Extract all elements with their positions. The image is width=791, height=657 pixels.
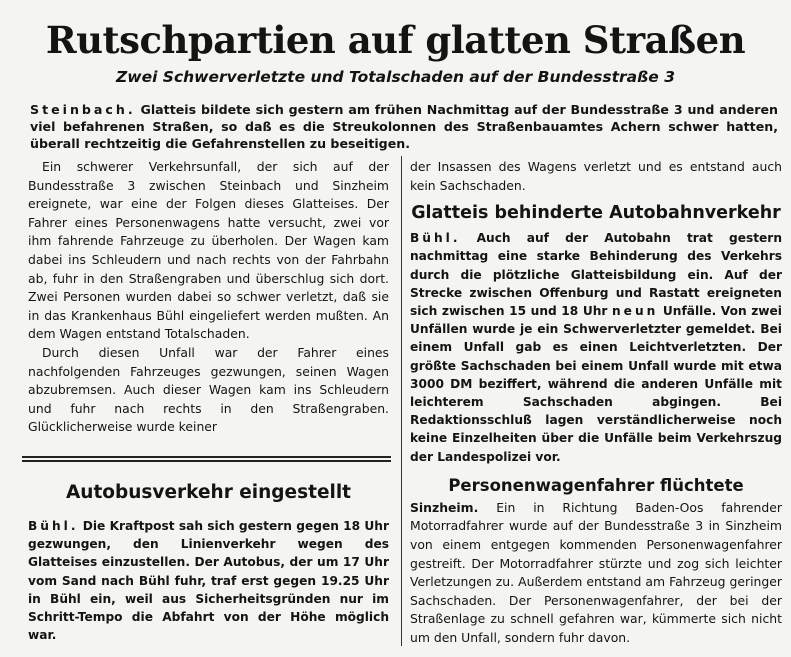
article-flucht-title: Personenwagenfahrer flüchtete — [448, 475, 744, 495]
left-paragraph-2: Durch diesen Unfall war der Fahrer eines nachfolgenden Fahrzeuges gezwungen, seinen Wagen abzubremsen. Auch dieser Wagen kam ins Schleudern und fuhr nach rechts in den Straßengraben. Glücklicherweise wurde keiner — [28, 344, 389, 435]
lead-text: Glatteis bildete sich gestern am frühen Nachmittag auf der Bundesstraße 3 und anderen viel befahrenen Straßen, so daß es die Streukolonnen des Straßenbauamtes Achern schwer hatten, überall rechtzeitig die Gefahrenstellen zu beseitigen. — [30, 102, 778, 151]
article-autobahn-title: Glatteis behinderte Autobahnverkehr — [411, 203, 781, 224]
headline: Rutschpartien auf glatten Straßen — [45, 18, 746, 62]
article-autobahn-text-2: Unfälle. Von zwei Unfällen wurde je ein Schwerverletzter gemeldet. Bei einem Unfall gab es einen Leichtverletzten. Der größte Sachschaden bei einem Unfall wurde mit etwa 3000 DM beziffert, während die anderen Unfälle mit leichterem Sachschaden abgingen. Bei Redaktionsschluß lagen verständlicherweise noch keine Einzelheiten über die Unfälle beim Verkehrszug der Landespolizei vor. — [410, 304, 782, 464]
lead-paragraph — [30, 101, 778, 152]
article-autobus — [28, 482, 389, 644]
right-column — [410, 158, 782, 648]
article-autobus-title: Autobusverkehr eingestellt — [65, 482, 352, 503]
subheadline: Zwei Schwerverletzte und Totalschaden auf der Bundesstraße 3 — [116, 68, 675, 86]
article-flucht-body — [410, 499, 782, 648]
lead-place: Steinbach. — [30, 102, 136, 117]
article-flucht-text: Ein in Richtung Baden-Oos fahrender Motorradfahrer wurde auf der Bundesstraße 3 in Sinzheim von einem entgegen kommenden Personenwagenfahrer gestreift. Der Motorradfahrer stürzte und zog sich leichter Verletzungen zu. Außerdem entstand am Fahrzeug geringer Sachschaden. Der Personenwagenfahrer, der bei der Straßenlage zu schnell gefahren war, kümmerte sich nicht um den Unfall, sondern fuhr davon. — [410, 499, 782, 645]
section-rule-top — [22, 456, 391, 458]
article-autobus-place: Bühl. — [28, 519, 79, 533]
left-column — [28, 158, 389, 437]
right-continuation: der Insassen des Wagens verletzt und es entstand auch kein Sachschaden. — [410, 159, 782, 193]
column-divider — [401, 156, 402, 646]
article-autobahn-body — [410, 229, 782, 466]
article-autobus-body — [28, 517, 389, 644]
article-autobahn-place: Bühl. — [410, 231, 461, 246]
left-paragraph-1: Ein schwerer Verkehrsunfall, der sich auf der Bundesstraße 3 zwischen Steinbach und Sinzheim ereignete, war eine der Folgen dieses Glatteises. Der Fahrer eines Personenwagens hatte versucht, zwei vor ihm fahrende Fahrzeuge zu überholen. Der Wagen kam dabei ins Schleudern und nach rechts von der Fahrbahn ab, fuhr in den Straßengraben und überschlug sich dort. Zwei Personen wurden dabei so schwer verletzt, daß sie in das Krankenhaus Bühl eingeliefert werden mußten. An dem Wagen entstand Totalschaden. — [28, 159, 389, 342]
article-autobahn-text-1: Auch auf der Autobahn trat gestern nachmittag eine starke Behinderung des Verkehrs durch die plötzliche Glatteisbildung ein. Auf der Strecke zwischen Offenburg und Rastatt ereigneten sich zwischen 15 und 18 Uhr — [410, 231, 782, 318]
article-autobahn-count: neun — [612, 304, 659, 318]
article-autobus-text: Die Kraftpost sah sich gestern gegen 18 Uhr gezwungen, den Linienverkehr wegen des Glatteises einzustellen. Der Autobus, der um 17 Uhr vom Sand nach Bühl fuhr, traf erst gegen 19.25 Uhr in Bühl ein, weil aus Sicherheitsgründen nur im Schritt-Tempo die Abfahrt von der Höhe möglich war. — [28, 519, 389, 643]
article-flucht-place: Sinzheim. — [410, 499, 479, 515]
section-rule-bottom — [22, 460, 391, 462]
